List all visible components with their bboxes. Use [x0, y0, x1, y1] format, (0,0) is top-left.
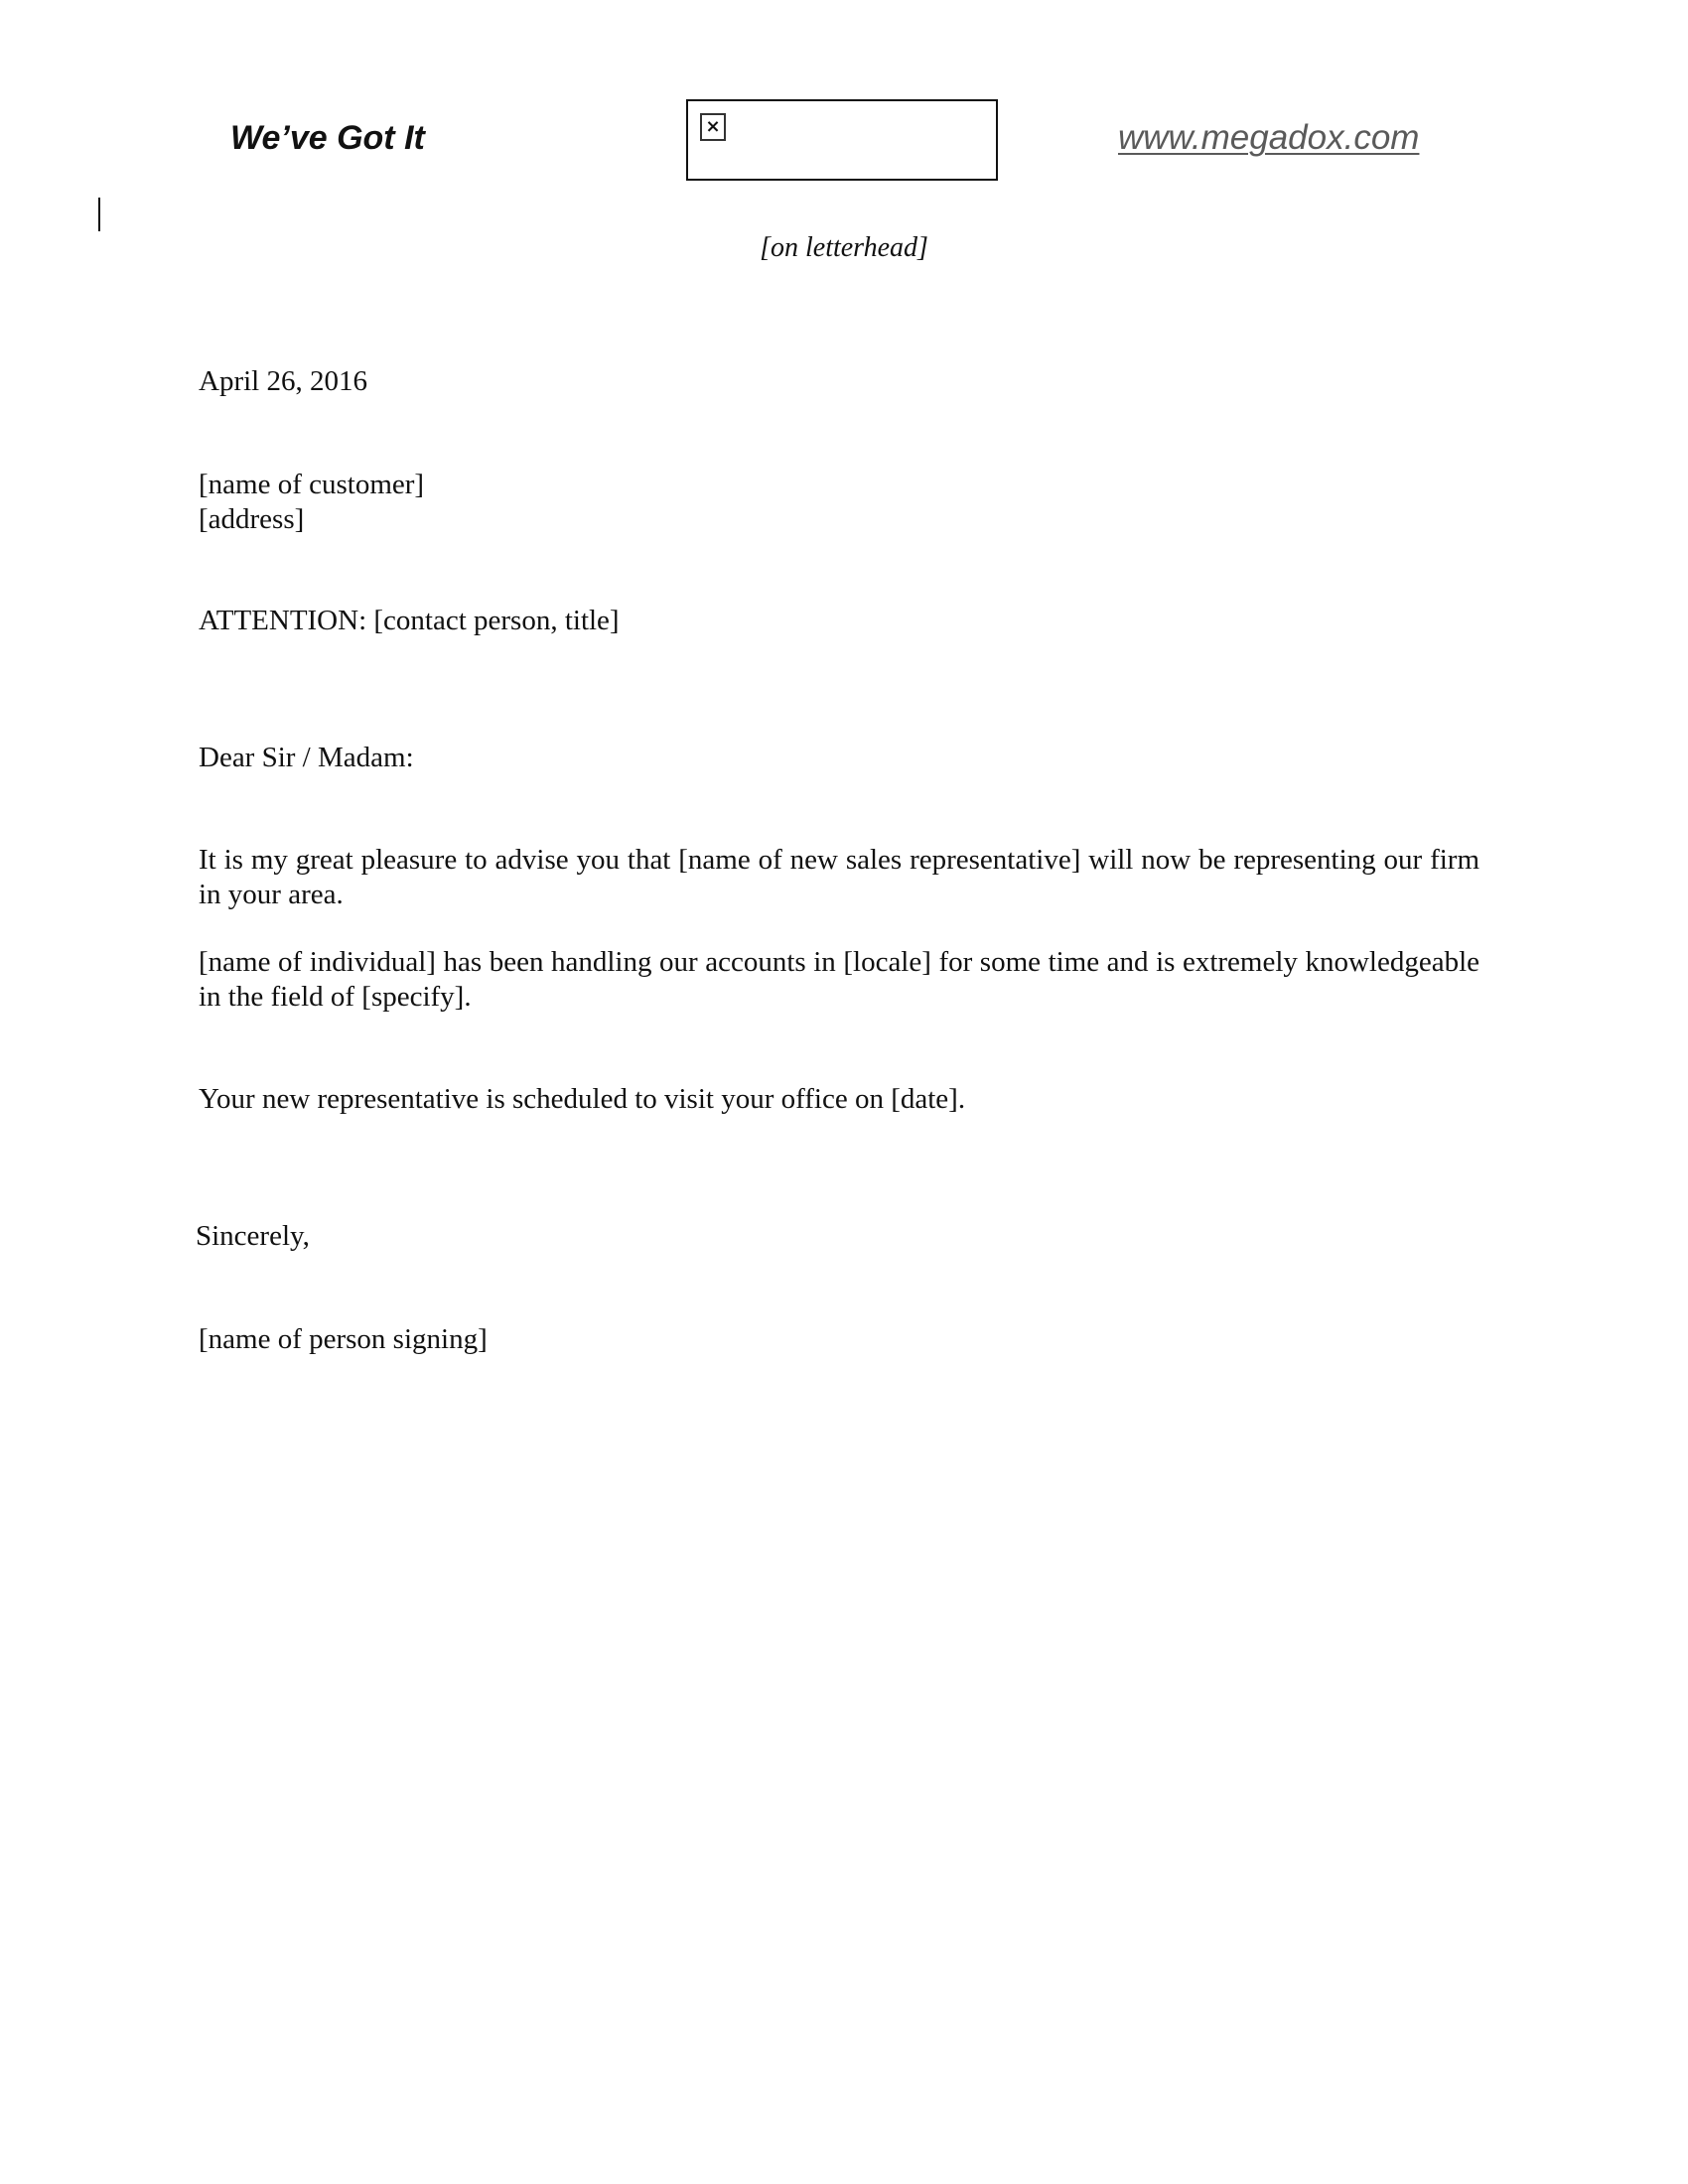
- attention-line: ATTENTION: [contact person, title]: [199, 605, 620, 636]
- letter-date: April 26, 2016: [199, 365, 367, 397]
- logo-placeholder: [686, 99, 998, 181]
- text-cursor: [98, 198, 100, 231]
- closing: Sincerely,: [196, 1220, 310, 1252]
- letterhead-note: [on letterhead]: [760, 232, 928, 263]
- brand-name: We’ve Got It: [230, 119, 425, 157]
- website-link[interactable]: www.megadox.com: [1118, 118, 1420, 157]
- body-paragraph: It is my great pleasure to advise you that [name of new sales representative] will now be representing our firm in your area.: [199, 844, 1479, 910]
- body-paragraph: [name of individual] has been handling our accounts in [locale] for some time and is extremely knowledgeable in the field of [specify].: [199, 946, 1479, 1013]
- recipient-name: [name of customer]: [199, 469, 425, 500]
- salutation: Dear Sir / Madam:: [199, 742, 414, 773]
- body-paragraph: Your new representative is scheduled to visit your office on [date].: [199, 1083, 966, 1115]
- recipient-address: [address]: [199, 503, 305, 535]
- broken-image-icon: ×: [700, 113, 726, 141]
- signer-name: [name of person signing]: [199, 1323, 488, 1355]
